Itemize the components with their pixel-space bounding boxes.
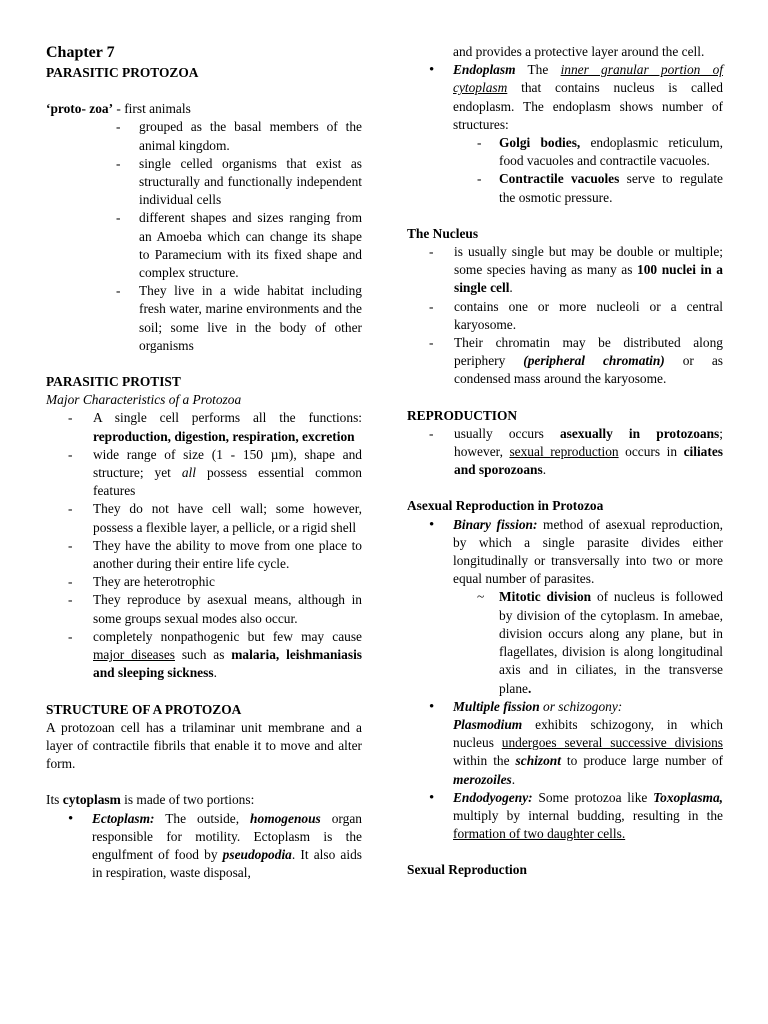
- cytoplasm-portions-list: [46, 810, 362, 883]
- list-item: - They are heterotrophic: [46, 573, 362, 591]
- proto-zoa-list: [46, 118, 362, 355]
- proto-zoa-definition: ‘proto- zoa’ - first animals: [46, 101, 191, 117]
- chapter-number: Chapter 7: [46, 44, 115, 61]
- endoplasm-structures-list: [407, 134, 723, 207]
- endoplasm-list: [407, 61, 723, 207]
- characteristics-list: [46, 409, 362, 682]
- list-item-endoplasm: • Endoplasm The inner granular portion of cytoplasm that contains nucleus is called endoplasm. The endoplasm shows number of structures: - Golgi bodies, endoplasmic reticulum, food vacuoles and contractile vacuoles. - Contractile vacuoles serve to regulate the osmotic pressure.: [407, 61, 723, 207]
- nucleus-list: [407, 243, 723, 389]
- list-item: - wide range of size (1 - 150 µm), shape and structure; yet all possess essential common features: [46, 446, 362, 501]
- list-item: - They reproduce by asexual means, although in some groups sexual modes also occur.: [46, 591, 362, 627]
- cytoplasm-portions-list-continued: [407, 43, 723, 61]
- list-item: - single celled organisms that exist as structurally and functionally independent individual cells: [46, 155, 362, 210]
- list-item: - is usually single but may be double or multiple; some species having as many as 100 nuclei in a single cell.: [407, 243, 723, 298]
- cytoplasm-line: Its cytoplasm is made of two portions:: [46, 792, 255, 808]
- mitotic-division-list: [407, 588, 723, 697]
- left-column: [46, 64, 362, 882]
- proto-zoa-term: ‘proto- zoa’: [46, 101, 114, 117]
- list-item: - grouped as the basal members of the animal kingdom.: [46, 118, 362, 154]
- list-item-ectoplasm: • Ectoplasm: The outside, homogenous organ responsible for motility. Ectoplasm is the engulfment of food by pseudopodia. It also aids in respiration, waste disposal,: [46, 810, 362, 883]
- list-item: ~ Mitotic division of nucleus is followed by division of the cytoplasm. In amebae, division occurs along any plane, but in flagellates, division is along longitudinal axis and in ciliates, in the transverse plane.: [407, 588, 723, 697]
- section-heading-structure: STRUCTURE OF A PROTOZOA: [46, 701, 242, 717]
- list-item: - Golgi bodies, endoplasmic reticulum, food vacuoles and contractile vacuoles.: [407, 134, 723, 170]
- list-item: - They do not have cell wall; some however, possess a flexible layer, a pellicle, or a rigid shell: [46, 500, 362, 536]
- chapter-title: PARASITIC PROTOZOA: [46, 65, 199, 80]
- asexual-methods-list: [407, 516, 723, 844]
- list-item: - Their chromatin may be distributed along periphery (peripheral chromatin) or as condensed mass around the karyosome.: [407, 334, 723, 389]
- right-column: [407, 43, 723, 880]
- list-item: - completely nonpathogenic but few may cause major diseases such as malaria, leishmaniasis and sleeping sickness.: [46, 628, 362, 683]
- list-item-ectoplasm-continued: and provides a protective layer around the cell.: [453, 44, 705, 59]
- proto-zoa-first: first animals: [124, 101, 191, 117]
- section-heading-nucleus: The Nucleus: [407, 225, 479, 241]
- list-item: - different shapes and sizes ranging from an Amoeba which can change its shape to Paramecium with its fixed shape and complex structure.: [46, 209, 362, 282]
- list-item: - contains one or more nucleoli or a central karyosome.: [407, 298, 723, 334]
- list-item: - usually occurs asexually in protozoans; however, sexual reproduction occurs in ciliates and sporozoans.: [407, 425, 723, 480]
- list-item: - Contractile vacuoles serve to regulate the osmotic pressure.: [407, 170, 723, 206]
- list-item: - A single cell performs all the functions: reproduction, digestion, respiration, excretion: [46, 409, 362, 445]
- list-item-endodyogeny: • Endodyogeny: Some protozoa like Toxoplasma, multiply by internal budding, resulting in the formation of two daughter cells.: [407, 789, 723, 844]
- section-heading-protist: PARASITIC PROTIST: [46, 374, 181, 390]
- list-item-multiple-fission: • Multiple fission or schizogony: Plasmodium exhibits schizogony, in which nucleus undergoes several successive divisions within the schizont to produce large number of merozoiles.: [407, 698, 723, 789]
- structure-paragraph: A protozoan cell has a trilaminar unit membrane and a layer of contractile fibrils that enable it to move and alter form.: [46, 719, 362, 772]
- section-subheading: Major Characteristics of a Protozoa: [46, 392, 242, 408]
- section-heading-asexual: Asexual Reproduction in Protozoa: [407, 498, 604, 514]
- section-heading-reproduction: REPRODUCTION: [407, 407, 518, 423]
- section-heading-sexual: Sexual Reproduction: [407, 862, 527, 878]
- list-item: - They have the ability to move from one place to another during their entire life cycle.: [46, 537, 362, 573]
- reproduction-list: [407, 425, 723, 480]
- list-item: - They live in a wide habitat including fresh water, marine environments and the soil; some live in the body of other organisms: [46, 282, 362, 355]
- list-item-binary-fission: • Binary fission: method of asexual reproduction, by which a single parasite divides either longitudinally or transversally into two or more equal number of parasites. ~ Mitotic division of nucleus is followed by division of the cytoplasm. In amebae, division occurs along any plane, but in flagellates, division is along longitudinal axis and in ciliates, in the transverse plane.: [407, 516, 723, 698]
